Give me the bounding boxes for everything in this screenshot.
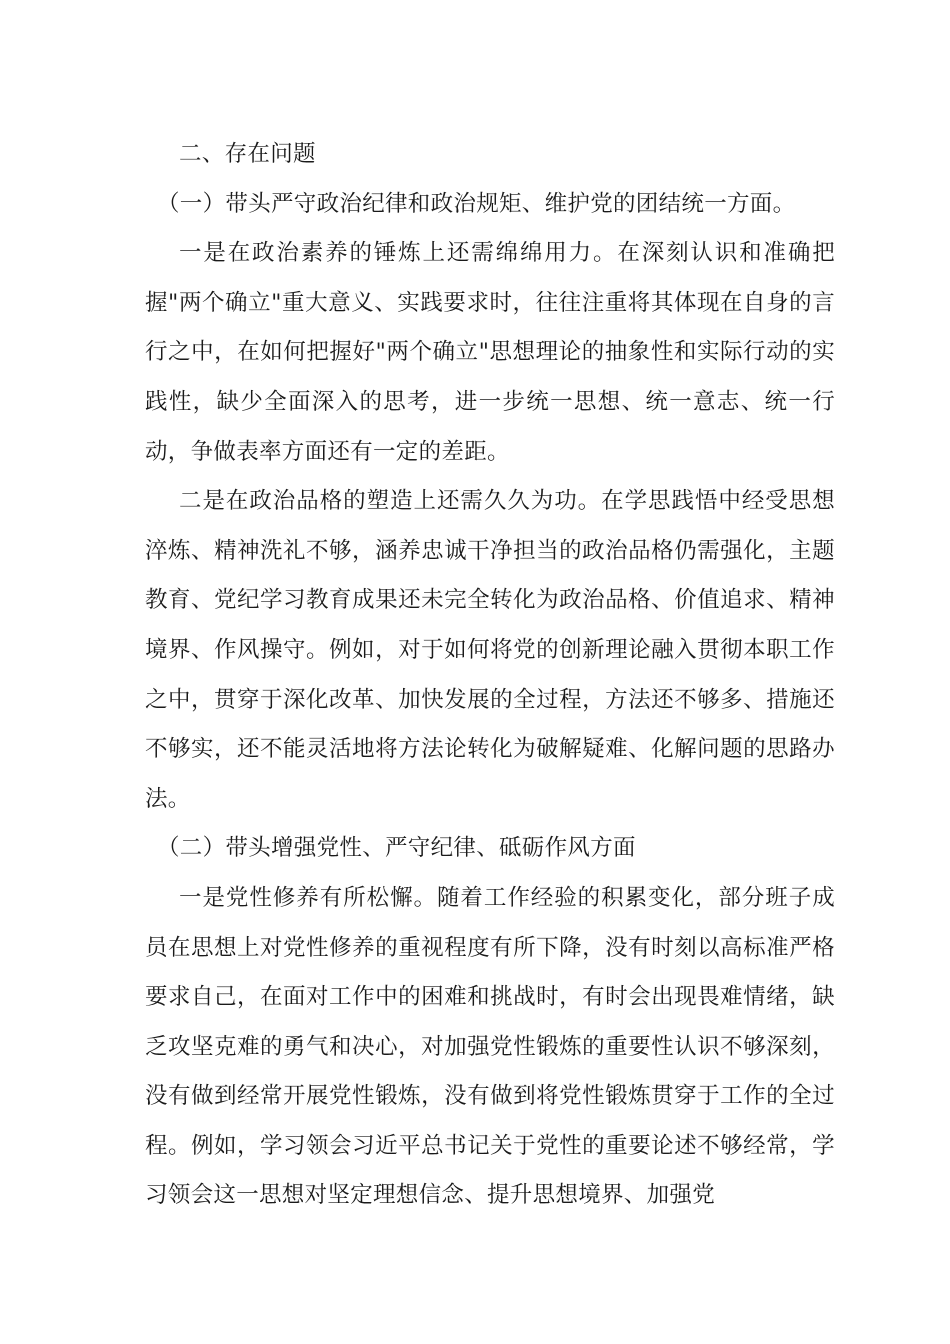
document-body bbox=[145, 130, 835, 1221]
paragraph-1: 一是在政治素养的锤炼上还需绵绵用力。在深刻认识和准确把握"两个确立"重大意义、实践要求时，往往注重将其体现在自身的言行之中，在如何把握好"两个确立"思想理论的抽象性和实际行动的实践性，缺少全面深入的思考，进一步统一思想、统一意志、统一行动，争做表率方面还有一定的差距。 bbox=[145, 240, 835, 465]
subsection-1-title: （一）带头严守政治纪律和政治规矩、维护党的团结统一方面。 bbox=[157, 190, 796, 217]
paragraph-2: 二是在政治品格的塑造上还需久久为功。在学思践悟中经受思想淬炼、精神洗礼不够，涵养忠诚干净担当的政治品格仍需强化，主题教育、党纪学习教育成果还未完全转化为政治品格、价值追求、精神境界、作风操守。例如，对于如何将党的创新理论融入贯彻本职工作之中，贯穿于深化改革、加快发展的全过程，方法还不够多、措施还不够实，还不能灵活地将方法论转化为破解疑难、化解问题的思路办法。 bbox=[145, 488, 835, 812]
paragraph-3: 一是党性修养有所松懈。随着工作经验的积累变化，部分班子成员在思想上对党性修养的重视程度有所下降，没有时刻以高标准严格要求自己，在面对工作中的困难和挑战时，有时会出现畏难情绪，缺乏攻坚克难的勇气和决心，对加强党性锻炼的重要性认识不够深刻，没有做到经常开展党性锻炼，没有做到将党性锻炼贯穿于工作的全过程。例如，学习领会习近平总书记关于党性的重要论述不够经常，学习领会这一思想对坚定理想信念、提升思想境界、加强党 bbox=[145, 884, 835, 1209]
subsection-2-title: （二）带头增强党性、严守纪律、砥砺作风方面 bbox=[157, 835, 636, 862]
section-title: 二、存在问题 bbox=[179, 141, 316, 167]
